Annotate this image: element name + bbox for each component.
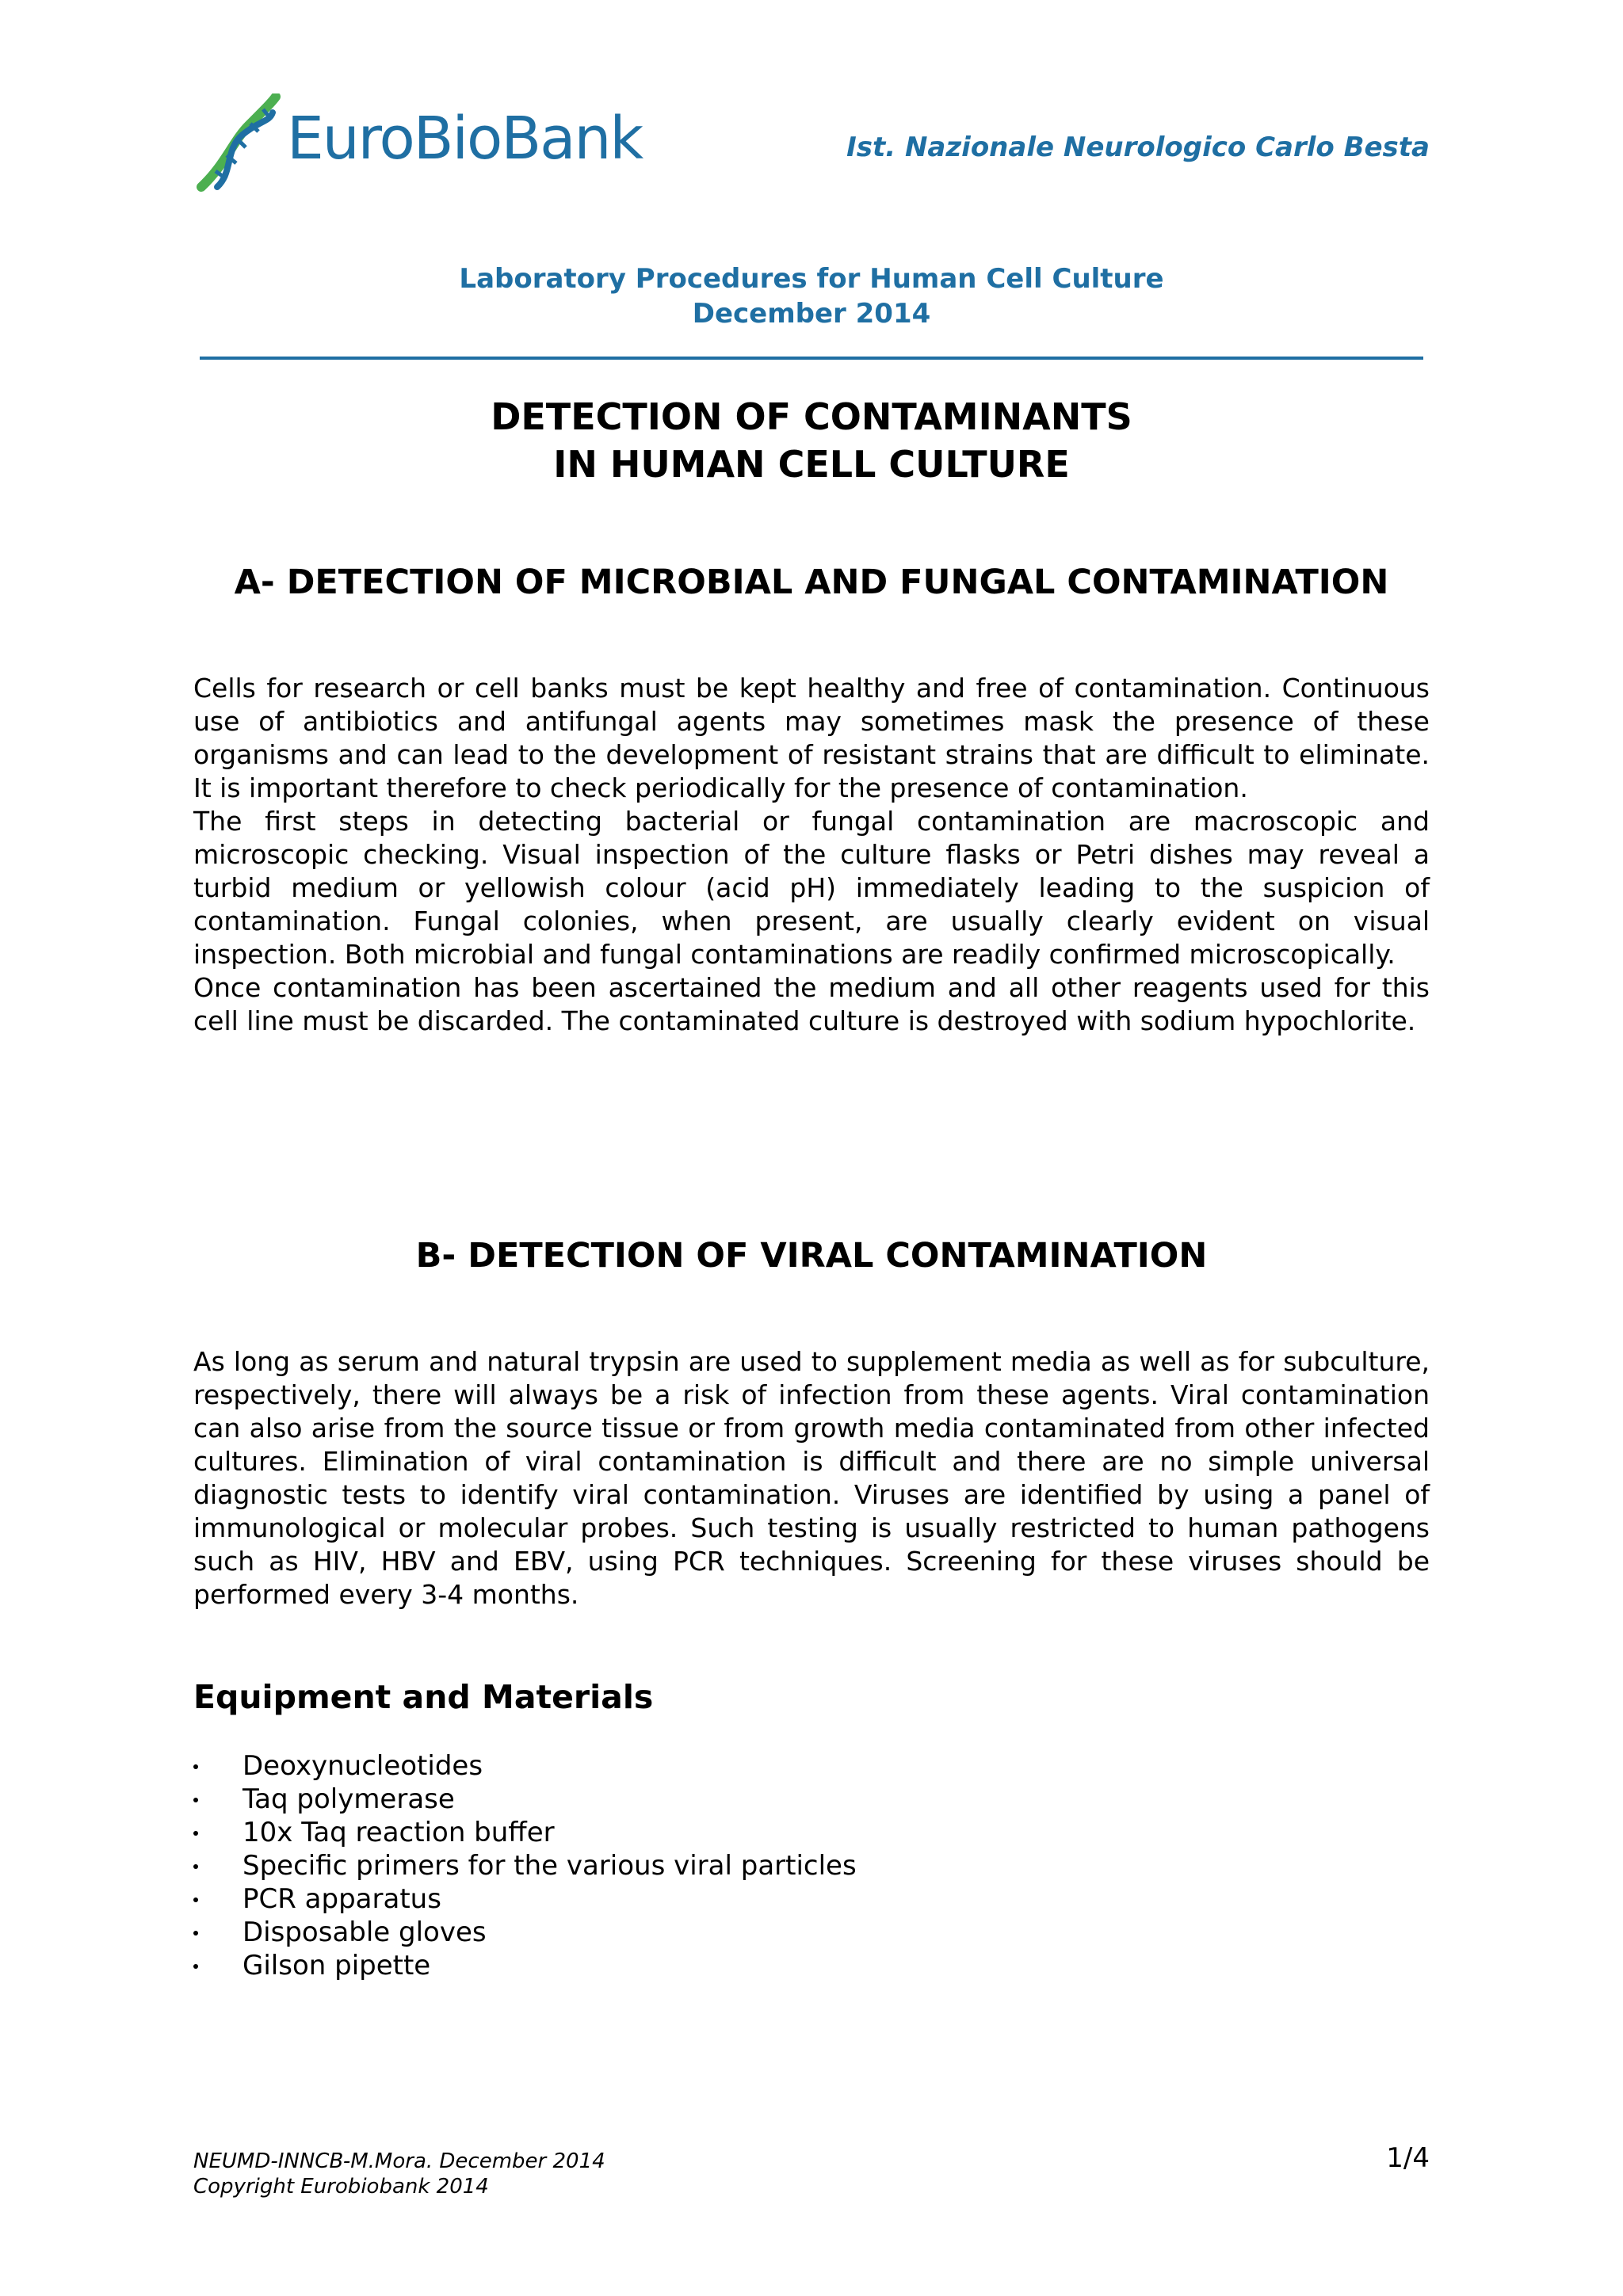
list-item: 10x Taq reaction buffer [193,1816,857,1849]
bullet-icon [193,1897,198,1902]
section-b-body [193,1345,1430,1611]
institute-name: Ist. Nazionale Neurologico Carlo Besta [846,132,1430,163]
eurobiobank-logo [193,93,643,192]
page-title-line1: DETECTION OF CONTAMINANTS [491,395,1132,438]
list-item: Deoxynucleotides [193,1749,857,1783]
bullet-icon [193,1831,198,1836]
section-a-body [193,672,1430,1038]
section-a-paragraph-2: The first steps in detecting bacterial or fungal contamination are macroscopic and microscopic checking. Visual inspection of the culture flasks or Petri dishes may reveal a turbid medium or yellowish colour (acid pH) immediately leading to the suspicion of contamination. Fungal colonies, when present, are usually clearly evident on visual inspection. Both microbial and fungal contaminations are readily confirmed microscopically. [193,806,1430,970]
document-date: December 2014 [692,298,931,330]
footer [193,2149,605,2199]
header-divider [200,357,1423,360]
list-item: Specific primers for the various viral particles [193,1849,857,1882]
footer-reference: NEUMD-INNCB-M.Mora. December 2014 [193,2149,605,2173]
section-b-heading: B- DETECTION OF VIRAL CONTAMINATION [415,1236,1208,1276]
bullet-icon [193,1864,198,1869]
page-title-line2: IN HUMAN CELL CULTURE [553,443,1070,486]
list-item: Disposable gloves [193,1916,857,1949]
list-item: Taq polymerase [193,1783,857,1816]
section-b-paragraph: As long as serum and natural trypsin are used to supplement media as well as for subculture, respectively, there will always be a risk of infection from these agents. Viral contamination can also arise from the source tissue or from growth media contaminated from other infected cultures. Elimination of viral contamination is difficult and there are no simple universal diagnostic tests to identify viral contamination. Viruses are identified by using a panel of immunological or molecular probes. Such testing is usually restricted to human pathogens such as HIV, HBV and EBV, using PCR techniques. Screening for these viruses should be performed every 3-4 months. [193,1346,1430,1610]
bullet-icon [193,1964,198,1969]
bullet-icon [193,1931,198,1936]
section-a-paragraph-3: Once contamination has been ascertained the medium and all other reagents used for this cell line must be discarded. The contaminated culture is destroyed with sodium hypochlorite. [193,972,1430,1036]
list-item: PCR apparatus [193,1882,857,1916]
list-item: Gilson pipette [193,1949,857,1982]
logo-text: EuroBioBank [287,105,643,173]
bullet-icon [193,1764,198,1769]
section-a-heading: A- DETECTION OF MICROBIAL AND FUNGAL CONTAMINATION [234,563,1389,602]
dna-helix-icon [193,93,282,192]
footer-copyright: Copyright Eurobiobank 2014 [193,2175,489,2199]
bullet-icon [193,1798,198,1802]
section-a-paragraph-1: Cells for research or cell banks must be kept healthy and free of contamination. Continuous use of antibiotics and antifungal agents may sometimes mask the presence of these organisms and can lead to the development of resistant strains that are difficult to eliminate. It is important therefore to check periodically for the presence of contamination. [193,673,1430,803]
page-number: 1/4 [1386,2142,1430,2174]
equipment-heading: Equipment and Materials [193,1678,654,1716]
equipment-list [193,1749,857,1982]
document-subtitle: Laboratory Procedures for Human Cell Culture [459,263,1164,295]
